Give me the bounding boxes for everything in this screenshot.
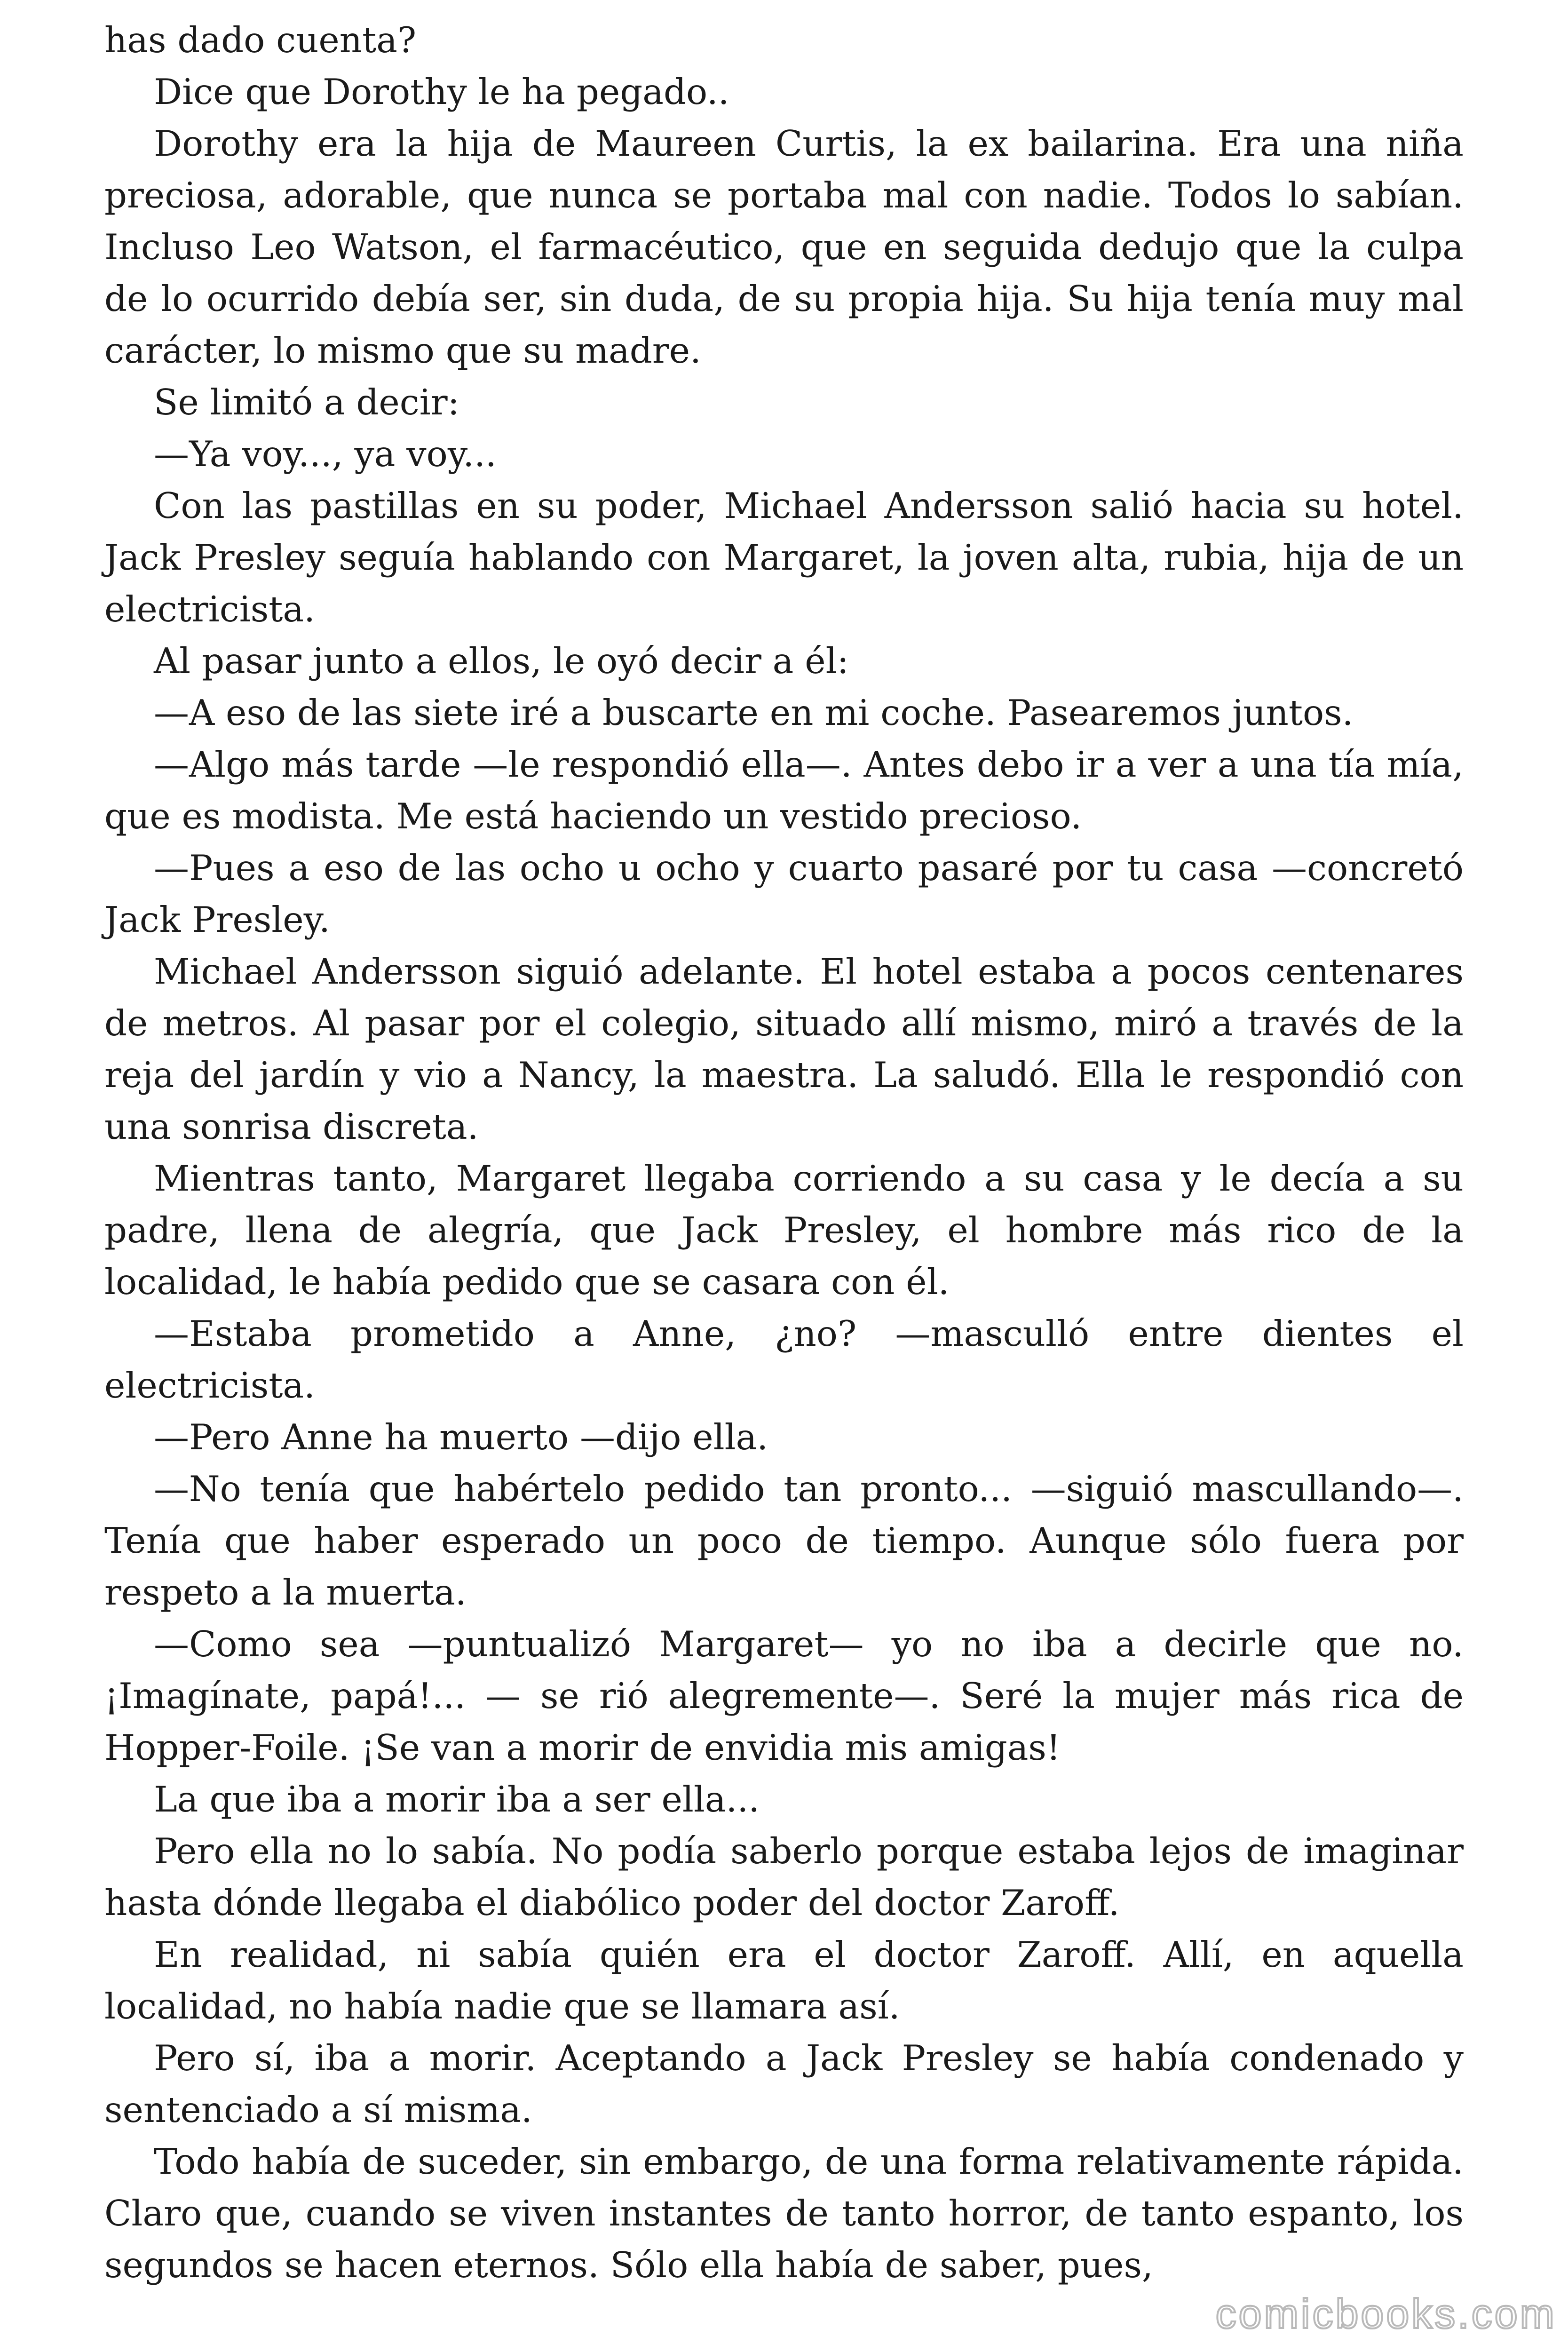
- paragraph: has dado cuenta?: [104, 19, 417, 61]
- paragraph: —Estaba prometido a Anne, ¿no? —masculló entre dientes el electricista.: [104, 1313, 1464, 1406]
- paragraph: —Pero Anne ha muerto —dijo ella.: [154, 1416, 768, 1458]
- paragraph: En realidad, ni sabía quién era el doctor Zaroff. Allí, en aquella localidad, no había nadie que se llamara así.: [104, 1934, 1464, 2027]
- paragraph: La que iba a morir iba a ser ella...: [154, 1779, 760, 1820]
- paragraph: Con las pastillas en su poder, Michael Andersson salió hacia su hotel. Jack Presley seguía hablando con Margaret, la joven alta, rubia, hija de un electricista.: [104, 485, 1464, 630]
- paragraph: Dice que Dorothy le ha pegado..: [154, 71, 729, 112]
- paragraph: —Pues a eso de las ocho u ocho y cuarto pasaré por tu casa —concretó Jack Presley.: [104, 847, 1464, 940]
- paragraph: Pero sí, iba a morir. Aceptando a Jack Presley se había condenado y sentenciado a sí misma.: [104, 2037, 1464, 2130]
- watermark: comicbooks.com: [1215, 2290, 1557, 2337]
- paragraph: —Algo más tarde —le respondió ella—. Antes debo ir a ver a una tía mía, que es modista. Me está haciendo un vestido precioso.: [104, 744, 1464, 837]
- paragraph: —A eso de las siete iré a buscarte en mi coche. Pasearemos juntos.: [154, 692, 1354, 733]
- paragraph: —Ya voy..., ya voy...: [154, 433, 497, 475]
- paragraph: Michael Andersson siguió adelante. El hotel estaba a pocos centenares de metros. Al pasar por el colegio, situado allí mismo, miró a través de la reja del jardín y vio a Nancy, la maestra. La saludó. Ella le respondió con una sonrisa discreta.: [104, 951, 1464, 1147]
- paragraph: —Como sea —puntualizó Margaret— yo no iba a decirle que no. ¡Imagínate, papá!... — se rió alegremente—. Seré la mujer más rica de Hopper-Foile. ¡Se van a morir de envidia mis amigas!: [104, 1623, 1464, 1768]
- paragraph: Pero ella no lo sabía. No podía saberlo porque estaba lejos de imaginar hasta dónde llegaba el diabólico poder del doctor Zaroff.: [104, 1830, 1464, 1923]
- paragraph: Se limitó a decir:: [154, 381, 459, 423]
- book-page: [104, 14, 1464, 2291]
- paragraph: Todo había de suceder, sin embargo, de una forma relativamente rápida. Claro que, cuando se viven instantes de tanto horror, de tanto espanto, los segundos se hacen eternos. Sólo ella había de saber, pues,: [104, 2141, 1464, 2286]
- paragraph: Dorothy era la hija de Maureen Curtis, la ex bailarina. Era una niña preciosa, adorable, que nunca se portaba mal con nadie. Todos lo sabían. Incluso Leo Watson, el farmacéutico, que en seguida dedujo que la culpa de lo ocurrido debía ser, sin duda, de su propia hija. Su hija tenía muy mal carácter, lo mismo que su madre.: [104, 123, 1464, 371]
- paragraph: Mientras tanto, Margaret llegaba corriendo a su casa y le decía a su padre, llena de alegría, que Jack Presley, el hombre más rico de la localidad, le había pedido que se casara con él.: [104, 1158, 1464, 1303]
- paragraph: Al pasar junto a ellos, le oyó decir a él:: [154, 640, 849, 682]
- paragraph: —No tenía que habértelo pedido tan pronto... —siguió mascullando—. Tenía que haber esperado un poco de tiempo. Aunque sólo fuera por respeto a la muerta.: [104, 1468, 1464, 1613]
